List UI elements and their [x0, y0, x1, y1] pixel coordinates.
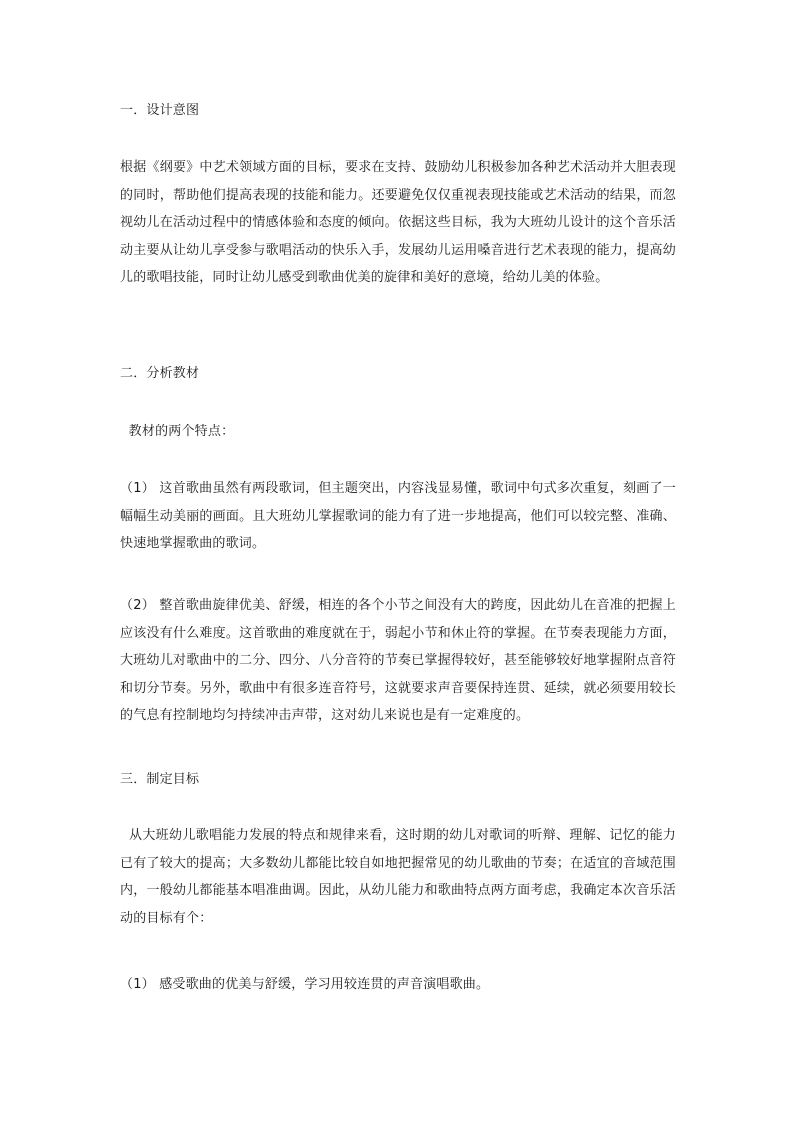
- section-3-heading: 三．制定目标: [120, 772, 200, 787]
- section-2-item-2: （2） 整首歌曲旋律优美、舒缓，相连的各个小节之间没有大的跨度，因此幼儿在音准的把握上应该没有什么难度。这首歌曲的难度就在于，弱起小节和休止符的掌握。在节奏表现能力方面，大班幼儿对歌曲中的二分、四分、八分音符的节奏已掌握得较好，甚至能够较好地掌握附点音符和切分节奏。另外，歌曲中有很多连音符号，这就要求声音要保持连贯、延续，就必须要用较长的气息有控制地均匀持续冲击声带，这对幼儿来说也是有一定难度的。: [120, 598, 676, 723]
- section-1-paragraph: 根据《纲要》中艺术领域方面的目标，要求在支持、鼓励幼儿积极参加各种艺术活动并大胆表现的同时，帮助他们提高表现的技能和能力。还要避免仅仅重视表现技能或艺术活动的结果，而忽视幼儿在活动过程中的情感体验和态度的倾向。依据这些目标，我为大班幼儿设计的这个音乐活动主要从让幼儿享受参与歌唱活动的快乐入手，发展幼儿运用嗓音进行艺术表现的能力，提高幼儿的歌唱技能，同时让幼儿感受到歌曲优美的旋律和美好的意境，给幼儿美的体验。: [120, 160, 676, 285]
- section-3-paragraph: 从大班幼儿歌唱能力发展的特点和规律来看，这时期的幼儿对歌词的听辩、理解、记忆的能力已有了较大的提高；大多数幼儿都能比较自如地把握常见的幼儿歌曲的节奏；在适宜的音域范围内，一般幼儿都能基本唱准曲调。因此，从幼儿能力和歌曲特点两方面考虑，我确定本次音乐活动的目标有个：: [120, 828, 677, 926]
- section-1-heading: 一．设计意图: [120, 103, 200, 118]
- section-2-item-1: （1） 这首歌曲虽然有两段歌词，但主题突出，内容浅显易懂，歌词中句式多次重复，刻画了一幅幅生动美丽的画面。且大班幼儿掌握歌词的能力有了进一步地提高，他们可以较完整、准确、快速地掌握歌曲的歌词。: [120, 481, 676, 551]
- section-2-intro: 教材的两个特点：: [120, 424, 235, 439]
- section-3-item-1: （1） 感受歌曲的优美与舒缓，学习用较连贯的声音演唱歌曲。: [120, 977, 490, 992]
- section-2-heading: 二．分析教材: [120, 366, 200, 381]
